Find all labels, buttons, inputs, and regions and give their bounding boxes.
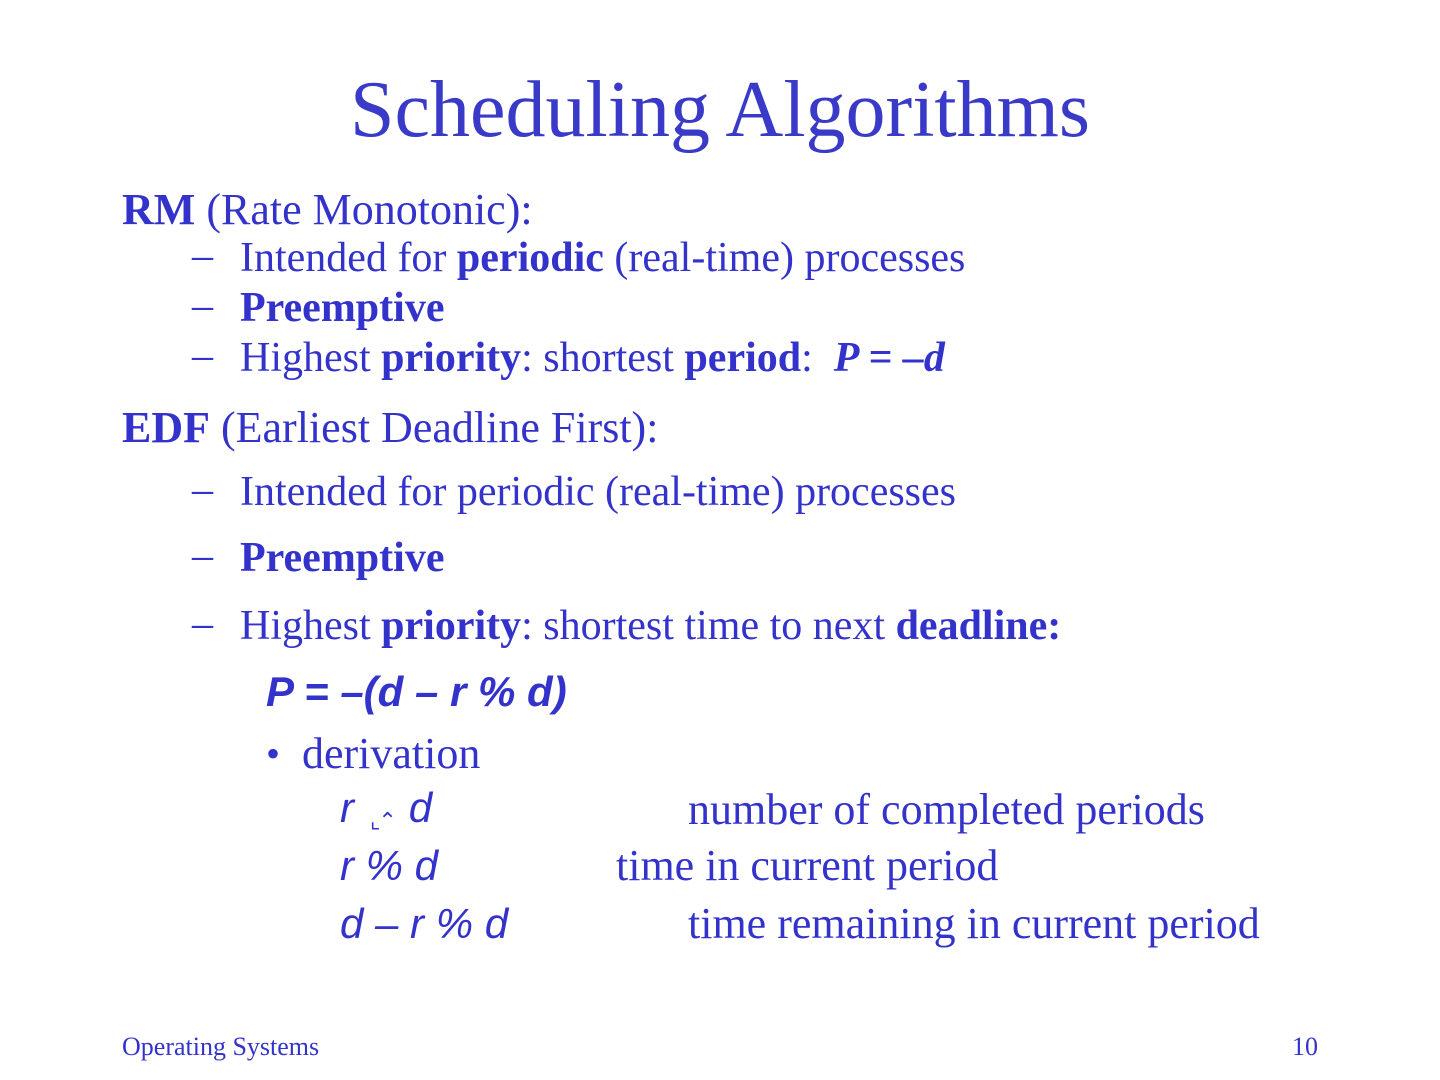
rm-heading	[122, 184, 533, 235]
rm-formula: P = –d	[833, 335, 945, 381]
text: Highest	[240, 335, 382, 381]
rm-item-periodic	[240, 234, 965, 282]
dash-marker: –	[192, 467, 213, 513]
text-bold: Preemptive	[240, 285, 445, 331]
text-bold: periodic	[456, 235, 604, 281]
dash-marker: –	[192, 601, 213, 647]
edf-item-periodic	[240, 468, 956, 516]
dash-marker: –	[192, 283, 213, 329]
derivation-desc-current: time in current period	[616, 841, 999, 890]
text: r	[340, 784, 354, 831]
derivation-desc-remaining: time remaining in current period	[688, 899, 1260, 948]
edf-formula: P = –(d – r % d)	[266, 668, 567, 715]
text: : shortest	[521, 335, 685, 381]
text-bold: priority	[381, 603, 522, 649]
text-bold: priority	[381, 335, 522, 381]
derivation-desc-completed: number of completed periods	[688, 785, 1205, 834]
edf-abbr: EDF	[122, 403, 210, 452]
rm-item-priority	[240, 334, 945, 382]
text: d	[408, 784, 433, 831]
rm-abbr: RM	[122, 185, 196, 234]
edf-heading	[122, 402, 658, 453]
derivation-expr-remaining: d – r % d	[340, 900, 509, 947]
text: : shortest time to next	[521, 603, 896, 649]
dash-marker: –	[192, 233, 213, 279]
bullet-marker: •	[266, 731, 281, 776]
rm-item-preemptive	[240, 284, 444, 332]
derivation-expr-remainder: r % d	[340, 842, 439, 889]
text: Intended for	[240, 235, 457, 281]
floor-divide-symbol: ⌞⌃	[370, 808, 395, 833]
dash-marker: –	[192, 333, 213, 379]
footer-course-title: Operating Systems	[122, 1032, 320, 1061]
edf-item-priority	[240, 602, 1061, 650]
dash-marker: –	[192, 533, 213, 579]
derivation-expr-quotient	[340, 784, 432, 834]
derivation-label: derivation	[302, 729, 481, 778]
text: Intended for periodic (real-time) processes	[240, 469, 957, 515]
slide-title: Scheduling Algorithms	[350, 66, 1090, 154]
text: :	[801, 335, 813, 381]
text: Highest	[240, 603, 382, 649]
edf-item-preemptive	[240, 534, 444, 582]
text-bold: period	[684, 335, 802, 381]
text: (real-time) processes	[603, 235, 966, 281]
text-bold: Preemptive	[240, 535, 445, 581]
page-number: 10	[1292, 1032, 1318, 1061]
rm-name: (Rate Monotonic):	[195, 185, 533, 234]
edf-name: (Earliest Deadline First):	[210, 403, 659, 452]
text-bold: deadline:	[895, 603, 1062, 649]
